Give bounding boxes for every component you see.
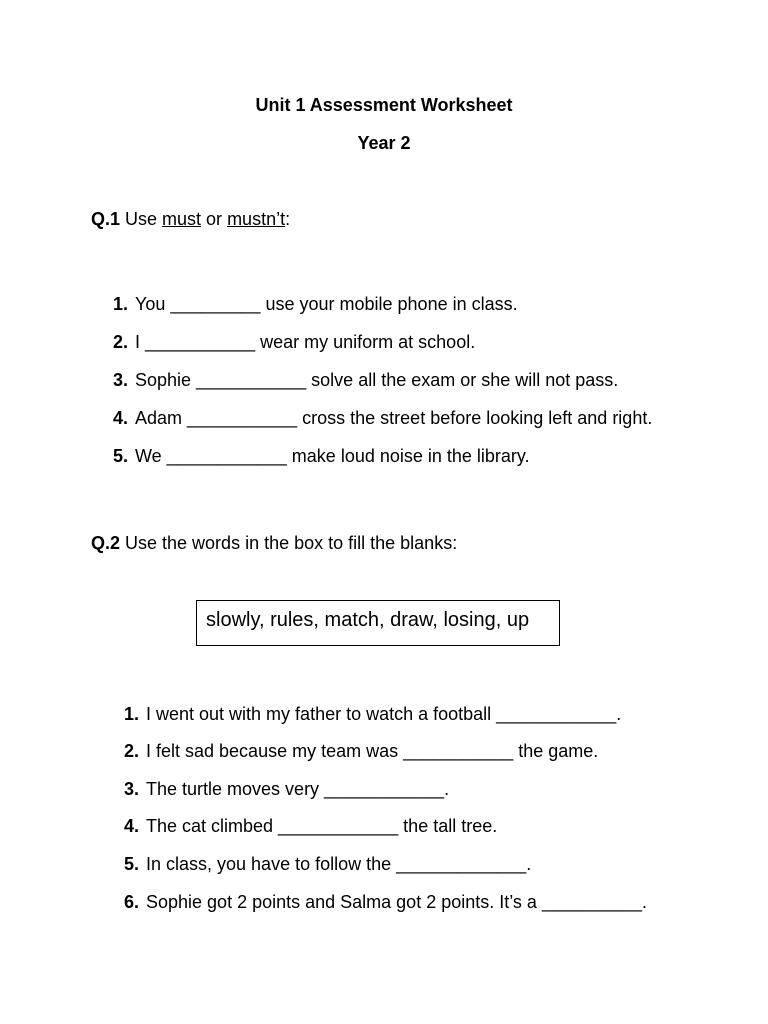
q1-item (113, 408, 652, 429)
q1-item-text: We ____________ make loud noise in the library. (135, 446, 530, 466)
q1-item-number: 5. (113, 446, 129, 466)
q1-word-must: must (162, 209, 202, 229)
q2-item-number: 1. (124, 704, 140, 724)
q1-suffix: : (285, 209, 291, 229)
worksheet-year: Year 2 (357, 133, 411, 153)
q2-item-text: In class, you have to follow the _____________. (146, 854, 532, 874)
q2-item-number: 6. (124, 892, 140, 912)
q1-item-text: You _________ use your mobile phone in class. (135, 294, 518, 314)
q2-item-text: I went out with my father to watch a football ____________. (146, 704, 622, 724)
q1-item (113, 446, 530, 467)
q2-item (124, 779, 449, 800)
q2-item-number: 5. (124, 854, 140, 874)
q1-label: Q.1 (91, 209, 121, 229)
q1-item (113, 370, 618, 391)
q2-item (124, 892, 647, 913)
q1-prefix: Use (120, 209, 163, 229)
q2-item-number: 4. (124, 816, 140, 836)
q2-item-text: I felt sad because my team was ___________ the game. (146, 741, 599, 761)
q2-item-number: 3. (124, 779, 140, 799)
q2-instruction (91, 533, 457, 554)
q2-item-text: The cat climbed ____________ the tall tree. (146, 816, 498, 836)
q1-item-number: 1. (113, 294, 129, 314)
word-box: slowly, rules, match, draw, losing, up (196, 600, 560, 646)
q1-instruction (91, 209, 290, 230)
q2-item (124, 704, 621, 725)
q2-instruction-text: Use the words in the box to fill the blanks: (120, 533, 458, 553)
q2-item (124, 816, 497, 837)
q1-word-mustnt: mustn’t (227, 209, 286, 229)
q1-item-text: I ___________ wear my uniform at school. (135, 332, 476, 352)
q2-item (124, 741, 598, 762)
q2-label: Q.2 (91, 533, 121, 553)
q2-item-number: 2. (124, 741, 140, 761)
q2-item-text: The turtle moves very ____________. (146, 779, 450, 799)
q1-item (113, 332, 475, 353)
q1-item-number: 3. (113, 370, 129, 390)
q1-mid: or (201, 209, 228, 229)
q1-item-text: Adam ___________ cross the street before looking left and right. (135, 408, 653, 428)
q1-item-number: 2. (113, 332, 129, 352)
q1-item-text: Sophie ___________ solve all the exam or she will not pass. (135, 370, 619, 390)
q2-item (124, 854, 531, 875)
q1-item (113, 294, 518, 315)
q1-item-number: 4. (113, 408, 129, 428)
worksheet-title: Unit 1 Assessment Worksheet (255, 95, 513, 115)
q2-item-text: Sophie got 2 points and Salma got 2 points. It’s a __________. (146, 892, 648, 912)
